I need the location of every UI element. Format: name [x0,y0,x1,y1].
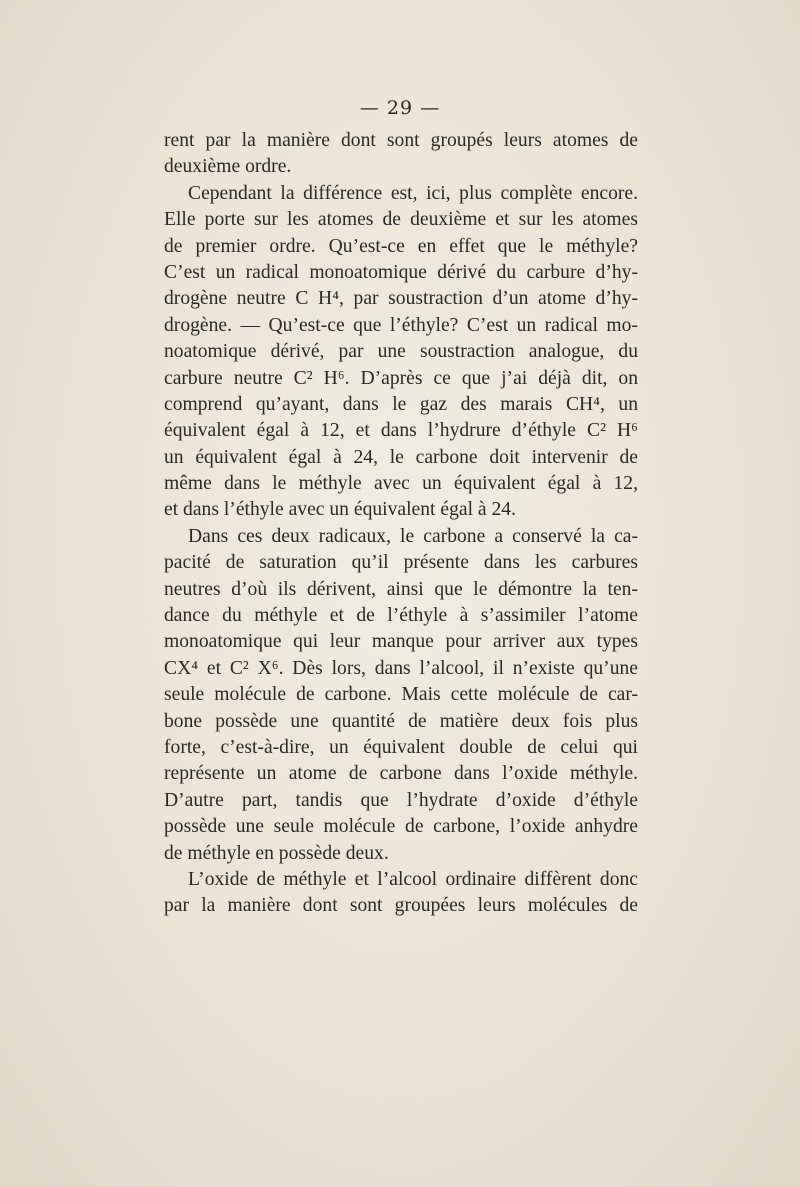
text-line: seule molécule de carbone. Mais cette molécule de car- [164,684,638,706]
page-number: — 29 — [359,97,441,119]
paragraph [164,867,638,920]
text-line: comprend qu’ayant, dans le gaz des marais CH⁴, un [164,393,638,415]
text-line: drogène. — Qu’est-ce que l’éthyle? C’est un radical mo- [164,314,638,336]
text-line: drogène neutre C H⁴, par soustraction d’un atome d’hy- [164,288,638,310]
text-line: de premier ordre. Qu’est-ce en effet que le méthyle? [164,235,638,257]
text-line: bone possède une quantité de matière deux fois plus [164,710,638,732]
text-line: rent par la manière dont sont groupés leurs atomes de [164,130,638,151]
text-line: Elle porte sur les atomes de deuxième et sur les atomes [164,209,638,231]
paragraph [164,128,638,181]
body-text [164,128,638,920]
text-line: pacité de saturation qu’il présente dans les carbures [164,552,638,574]
text-line: deuxième ordre. [164,156,292,178]
text-line: neutres d’où ils dérivent, ainsi que le démontre la ten- [164,578,638,600]
text-line: possède une seule molécule de carbone, l’oxide anhydre [164,816,638,838]
text-line: monoatomique qui leur manque pour arriver aux types [164,631,638,653]
text-line: et dans l’éthyle avec un équivalent égal à 24. [164,499,516,521]
text-line: CX⁴ et C² X⁶. Dès lors, dans l’alcool, il n’existe qu’une [164,657,638,679]
text-line: même dans le méthyle avec un équivalent égal à 12, [164,473,638,495]
text-line: de méthyle en possède deux. [164,842,389,864]
text-line: D’autre part, tandis que l’hydrate d’oxide d’éthyle [164,789,638,811]
text-line: Cependant la différence est, ici, plus complète encore. [188,182,638,204]
paragraph [164,524,638,867]
text-line: représente un atome de carbone dans l’oxide méthyle. [164,763,638,785]
text-line: L’oxide de méthyle et l’alcool ordinaire diffèrent donc [188,868,638,890]
text-line: un équivalent égal à 24, le carbone doit intervenir de [164,446,638,468]
paragraph [164,181,638,524]
text-line: Dans ces deux radicaux, le carbone a conservé la ca- [188,525,638,547]
text-line: dance du méthyle et de l’éthyle à s’assimiler l’atome [164,605,638,627]
text-line: noatomique dérivé, par une soustraction analogue, du [164,341,638,363]
text-line: par la manière dont sont groupées leurs molécules de [164,895,638,917]
text-line: forte, c’est-à-dire, un équivalent double de celui qui [164,736,638,758]
text-line: carbure neutre C² H⁶. D’après ce que j’ai déjà dit, on [164,367,638,389]
text-line: C’est un radical monoatomique dérivé du carbure d’hy- [164,261,638,283]
text-line: équivalent égal à 12, et dans l’hydrure d’éthyle C² H⁶ [164,420,638,442]
